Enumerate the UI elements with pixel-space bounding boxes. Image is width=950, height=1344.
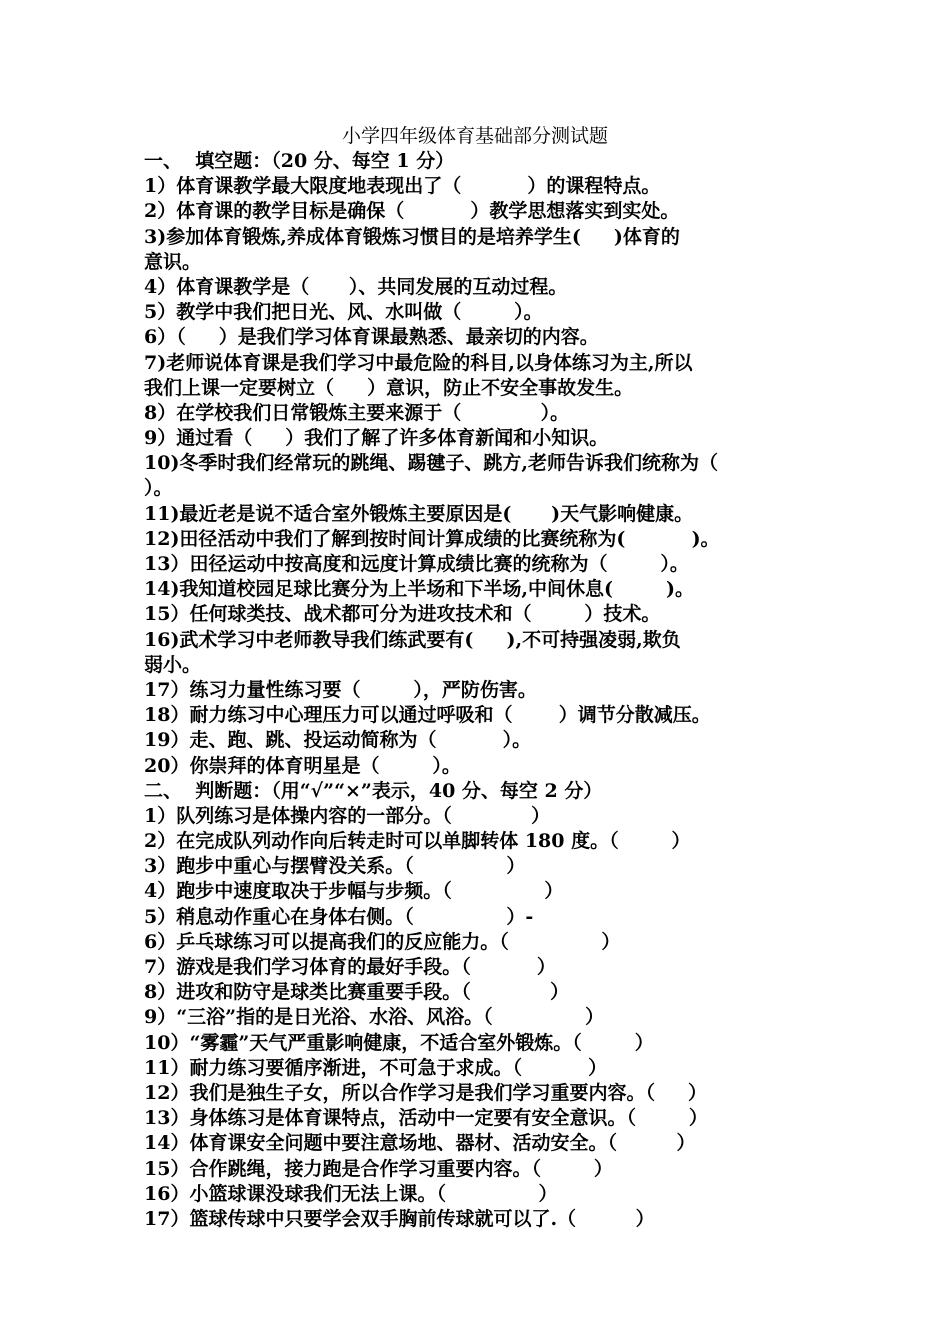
question-line: 2）体育课的教学目标是确保（ ）教学思想落实到实处。 — [144, 200, 680, 223]
question-line: 5）教学中我们把日光、风、水叫做（ ）。 — [144, 301, 543, 324]
question-line: 9）“三浴”指的是日光浴、水浴、风浴。（ ） — [144, 1006, 605, 1029]
question-line: 15）任何球类技、战术都可分为进攻技术和（ ）技术。 — [144, 603, 661, 626]
question-line: 16）小篮球课没球我们无法上课。（ ） — [144, 1182, 558, 1205]
question-line: ）。 — [144, 477, 173, 500]
question-line: 17）篮球传球中只要学会双手胸前传球就可以了.（ ） — [144, 1207, 655, 1230]
question-line: 13）身体练习是体育课特点，活动中一定要有安全意识。（ ） — [144, 1107, 708, 1130]
question-line: 2）在完成队列动作向后转走时可以单脚转体 180 度。（ ） — [144, 830, 691, 853]
question-line: 10）“雾霾”天气严重影响健康，不适合室外锻炼。（ ） — [144, 1031, 654, 1054]
question-line: 20）你崇拜的体育明星是（ ）。 — [144, 754, 461, 777]
section-fill-in-blank — [144, 149, 810, 779]
question-line: 14）体育课安全问题中要注意场地、器材、活动安全。（ ） — [144, 1132, 696, 1155]
question-line: 5）稍息动作重心在身体右侧。（ ）- — [144, 905, 534, 928]
exam-content — [144, 149, 810, 1232]
question-line: 7）游戏是我们学习体育的最好手段。（ ） — [144, 956, 556, 978]
question-line: 11)最近老是说不适合室外锻炼主要原因是( )天气影响健康。 — [144, 502, 694, 525]
question-line: 16)武术学习中老师教导我们练武要有( ),不可持强凌弱,欺负 — [144, 628, 681, 651]
question-line: 15）合作跳绳，接力跑是合作学习重要内容。（ ） — [144, 1157, 613, 1180]
question-line: 4）跑步中速度取决于步幅与步频。（ ） — [144, 880, 564, 903]
question-line: 6）乒乓球练习可以提高我们的反应能力。（ ） — [144, 930, 621, 953]
question-line: 3）跑步中重心与摆臂没关系。（ ） — [144, 855, 526, 878]
question-line: 14)我知道校园足球比赛分为上半场和下半场,中间休息( )。 — [144, 578, 694, 601]
page-title: 小学四年级体育基础部分测试题 — [341, 125, 608, 147]
question-line: 6）（ ）是我们学习体育课最熟悉、最亲切的内容。 — [144, 326, 599, 349]
section-true-false — [144, 779, 810, 1232]
question-line: 8）进攻和防守是球类比赛重要手段。（ ） — [144, 981, 570, 1004]
question-line: 17）练习力量性练习要（ ），严防伤害。 — [144, 678, 537, 701]
question-line: 7)老师说体育课是我们学习中最危险的科目,以身体练习为主,所以 — [144, 351, 693, 374]
question-list — [144, 174, 810, 779]
question-line: 1）体育课教学最大限度地表现出了（ ）的课程特点。 — [144, 175, 661, 198]
question-line: 18）耐力练习中心理压力可以通过呼吸和（ ）调节分散减压。 — [144, 704, 711, 727]
question-line: 9）通过看（ ）我们了解了许多体育新闻和小知识。 — [144, 427, 609, 450]
question-line: 8）在学校我们日常锻炼主要来源于（ ）。 — [144, 401, 570, 424]
question-line: 10)冬季时我们经常玩的跳绳、踢毽子、跳方,老师告诉我们统称为（ — [144, 452, 719, 475]
question-line: 11）耐力练习要循序渐进，不可急于求成。（ ） — [144, 1056, 608, 1079]
question-list — [144, 804, 810, 1232]
question-line: 3)参加体育锻炼,养成体育锻炼习惯目的是培养学生( )体育的 — [144, 225, 680, 248]
question-line: 19）走、跑、跳、投运动简称为（ ）。 — [144, 729, 532, 752]
question-line: 13）田径运动中按高度和远度计算成绩比赛的统称为（ ）。 — [144, 553, 689, 575]
question-line: 4）体育课教学是（ ）、共同发展的互动过程。 — [144, 275, 568, 298]
section-heading: 一、 填空题：（20 分、每空 1 分） — [144, 150, 455, 172]
section-heading: 二、 判断题：（用“√”“×”表示，40 分、每空 2 分） — [144, 779, 603, 802]
question-line: 弱小。 — [144, 653, 202, 676]
question-line: 我们上课一定要树立（ ）意识，防止不安全事故发生。 — [144, 376, 634, 399]
question-line: 1）队列练习是体操内容的一部分。（ ） — [144, 804, 551, 827]
question-line: 12）我们是独生子女，所以合作学习是我们学习重要内容。（ ） — [144, 1081, 708, 1104]
question-line: 12)田径活动中我们了解到按时间计算成绩的比赛统称为( )。 — [144, 527, 720, 550]
question-line: 意识。 — [144, 250, 202, 273]
